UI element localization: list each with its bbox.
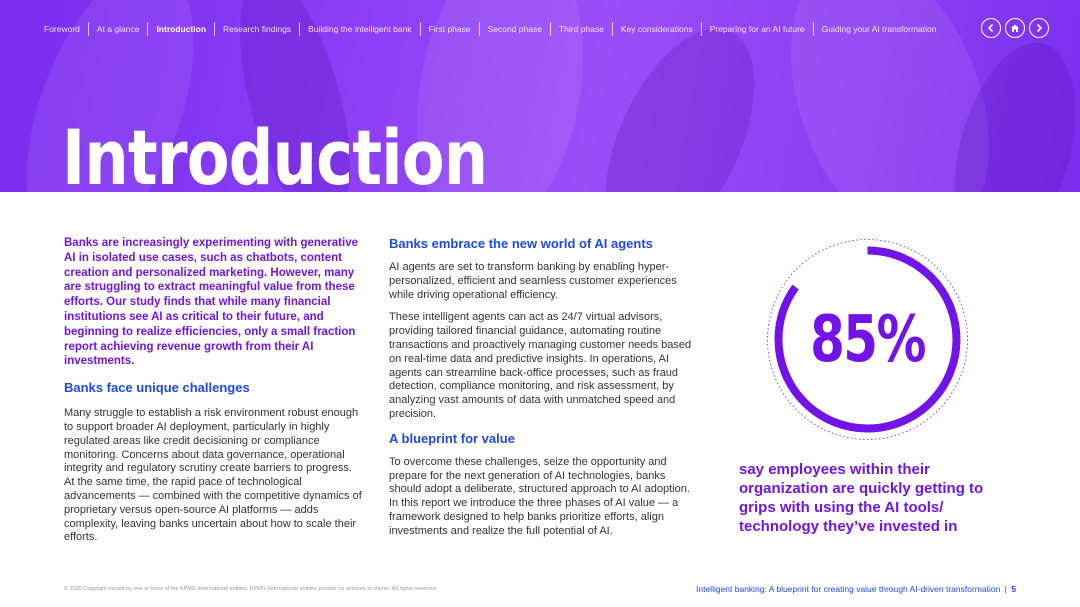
home-icon[interactable]: [1005, 18, 1025, 38]
chevron-left-icon[interactable]: [981, 18, 1001, 38]
nav-buttons: [981, 18, 1049, 38]
stat-caption: say employees within their organization are quickly getting to grips with using the AI tools/ technology they’ve invested in: [739, 461, 984, 535]
footer-title-text: Intelligent banking: A blueprint for creating value through AI-driven transformation: [696, 584, 1001, 594]
footer-separator: |: [1004, 584, 1007, 594]
footer-report-title: [696, 584, 1016, 594]
challenges-paragraph: Many struggle to establish a risk environment robust enough to support broader AI deployment, particularly in highly regulated areas like credit decisioning or compliance monitoring. Concerns about data governance, operational integrity and regulatory scrutiny create barriers to progress. At the same time, the rapid pace of technological advancements — combined with the competitive dynamics of proprietary versus open-source AI platforms — adds complexity, leaving banks uncertain about how to scale their efforts.: [64, 407, 362, 544]
blueprint-paragraph: To overcome these challenges, seize the opportunity and prepare for the next generation of AI technologies, banks should adopt a deliberate, structured approach to AI adoption. In this report we introduce the three phases of AI value — a framework designed to help banks prioritize efforts, align investments and realize the full potential of AI.: [389, 455, 690, 537]
page-title: Introduction: [62, 113, 488, 192]
stat-value: 85%: [810, 303, 925, 377]
nav-item-at-a-glance[interactable]: At a glance: [88, 22, 148, 36]
nav-item-introduction[interactable]: Introduction: [147, 22, 214, 36]
nav-item-preparing-for-an-ai-future[interactable]: Preparing for an AI future: [701, 22, 813, 36]
nav-item-second-phase[interactable]: Second phase: [479, 22, 550, 36]
nav-item-guiding-your-ai-transformation[interactable]: Guiding your AI transformation: [813, 22, 945, 36]
page-number: 5: [1011, 584, 1016, 594]
left-column: [64, 236, 364, 545]
hero-banner: [0, 0, 1080, 192]
nav-item-research-findings[interactable]: Research findings: [214, 22, 299, 36]
footer-copyright: © 2025 Copyright owned by one or more of the KPMG International entities. KPMG International entities provide no services to clients. All rights reserved.: [64, 586, 438, 592]
nav-item-building-the-intelligent-bank[interactable]: Building the intelligent bank: [299, 22, 420, 36]
top-navigation: [44, 22, 944, 36]
ai-agents-paragraph-2: These intelligent agents can act as 24/7 virtual advisors, providing tailored financial guidance, automating routine transactions and proactively managing customer needs based on real-time data and predictive insights. In operations, AI agents can streamline back-office processes, such as fraud detection, compliance monitoring, and risk assessment, by analyzing vast amounts of data with unmatched speed and precision.: [389, 311, 692, 420]
middle-column: [389, 236, 694, 539]
section-heading-challenges: Banks face unique challenges: [64, 380, 250, 396]
nav-item-third-phase[interactable]: Third phase: [550, 22, 612, 36]
section-heading-blueprint: A blueprint for value: [389, 430, 515, 446]
section-heading-ai-agents: Banks embrace the new world of AI agents: [389, 236, 653, 251]
nav-item-foreword[interactable]: Foreword: [44, 24, 80, 34]
nav-item-key-considerations[interactable]: Key considerations: [612, 22, 701, 36]
intro-paragraph: Banks are increasingly experimenting with generative AI in isolated use cases, such as chatbots, content creation and personalized marketing. However, many are struggling to extract meaningful value from these efforts. Our study finds that while many financial institutions see AI as critical to their future, and beginning to realize efficiencies, only a small fraction report achieving revenue growth from their AI investments.: [64, 237, 358, 368]
nav-item-first-phase[interactable]: First phase: [420, 22, 479, 36]
chevron-right-icon[interactable]: [1029, 18, 1049, 38]
ai-agents-paragraph-1: AI agents are set to transform banking by enabling hyper-personalized, efficient and seamless customer experiences while driving operational efficiency.: [389, 261, 677, 301]
